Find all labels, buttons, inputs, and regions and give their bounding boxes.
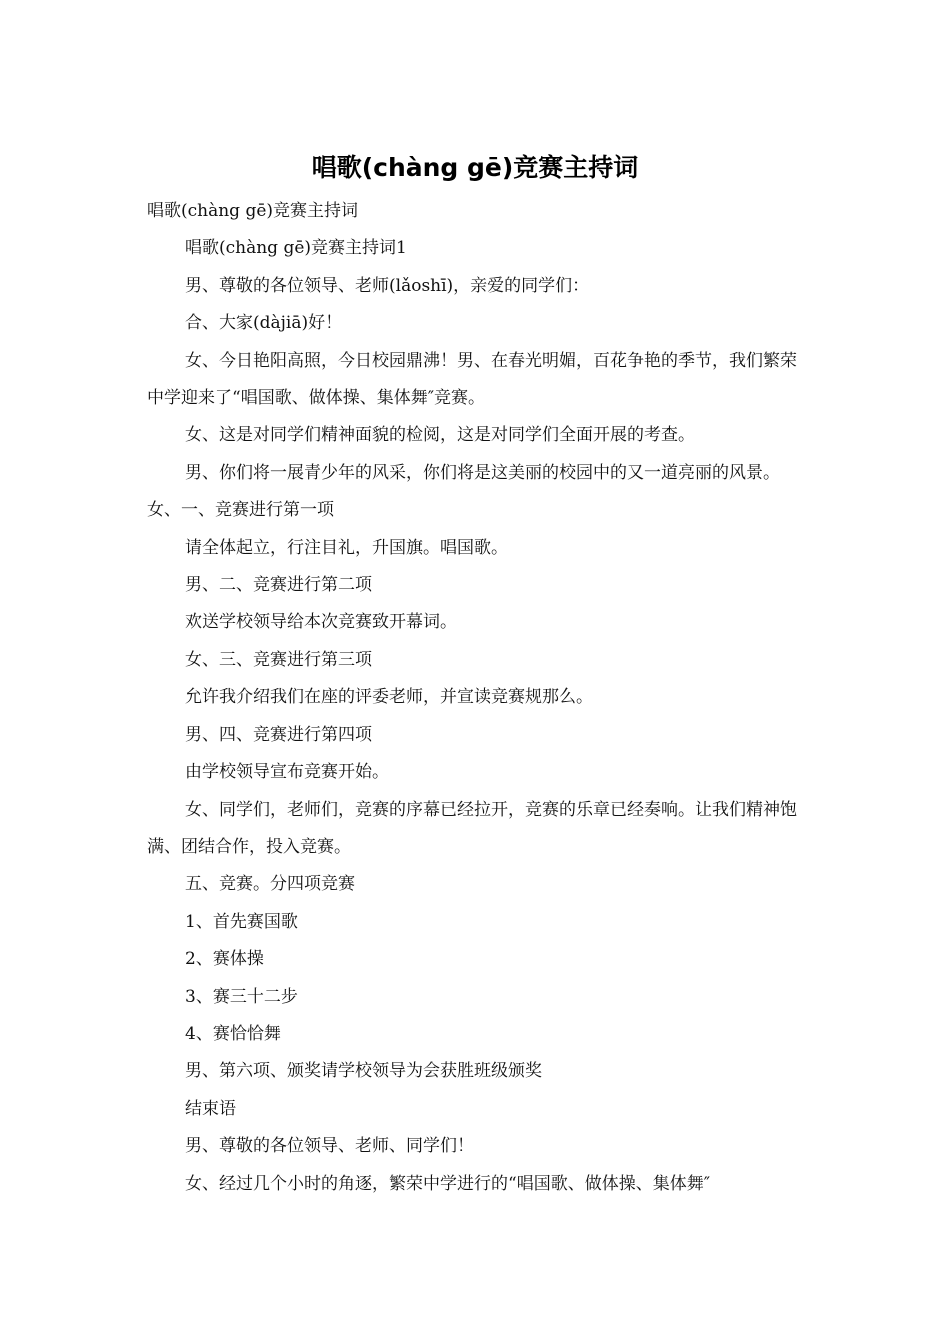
body-paragraph: 女、三、竞赛进行第三项 [185, 649, 372, 670]
document-title: 唱歌(chàng gē)竞赛主持词 [311, 153, 639, 182]
body-paragraph: 结束语 [185, 1098, 236, 1119]
body-paragraph: 女、经过几个小时的角逐，繁荣中学进行的“唱国歌、做体操、集体舞″ [185, 1173, 711, 1194]
body-paragraph: 男、尊敬的各位领导、老师、同学们！ [185, 1136, 474, 1157]
body-paragraph: 女、这是对同学们精神面貌的检阅，这是对同学们全面开展的考查。 [185, 425, 695, 446]
body-paragraph: 3、赛三十二步 [185, 986, 298, 1007]
body-paragraph: 由学校领导宣布竞赛开始。 [185, 762, 389, 783]
body-paragraph: 允许我介绍我们在座的评委老师，并宣读竞赛规那么。 [185, 687, 593, 708]
body-paragraph: 欢送学校领导给本次竞赛致开幕词。 [185, 612, 457, 633]
body-paragraph: 合、大家(dàjiā)好！ [185, 313, 343, 334]
body-paragraph: 女、今日艳阳高照，今日校园鼎沸！男、在春光明媚，百花争艳的季节，我们繁荣中学迎来了“唱国歌、做体操、集体舞″竞赛。 [147, 350, 797, 409]
body-paragraph: 2、赛体操 [185, 949, 264, 970]
body-paragraph: 男、二、竞赛进行第二项 [185, 575, 372, 596]
body-paragraph: 男、尊敬的各位领导、老师(lǎoshī)，亲爱的同学们： [185, 275, 590, 296]
body-paragraph: 男、你们将一展青少年的风采，你们将是这美丽的校园中的又一道亮丽的风景。女、一、竞赛进行第一项 [147, 462, 780, 521]
body-paragraph: 1、首先赛国歌 [185, 911, 298, 932]
body-paragraph: 唱歌(chàng gē)竞赛主持词 [147, 201, 359, 221]
body-paragraph: 男、第六项、颁奖请学校领导为会获胜班级颁奖 [185, 1061, 542, 1082]
body-paragraph: 请全体起立，行注目礼，升国旗。唱国歌。 [185, 537, 508, 558]
document-body [147, 193, 803, 1203]
body-paragraph: 五、竞赛。分四项竞赛 [185, 874, 355, 895]
body-paragraph: 男、四、竞赛进行第四项 [185, 724, 372, 745]
body-paragraph: 唱歌(chàng gē)竞赛主持词1 [185, 238, 407, 259]
body-paragraph: 4、赛恰恰舞 [185, 1023, 281, 1044]
body-paragraph: 女、同学们，老师们，竞赛的序幕已经拉开，竞赛的乐章已经奏响。让我们精神饱满、团结合作，投入竞赛。 [147, 799, 797, 857]
